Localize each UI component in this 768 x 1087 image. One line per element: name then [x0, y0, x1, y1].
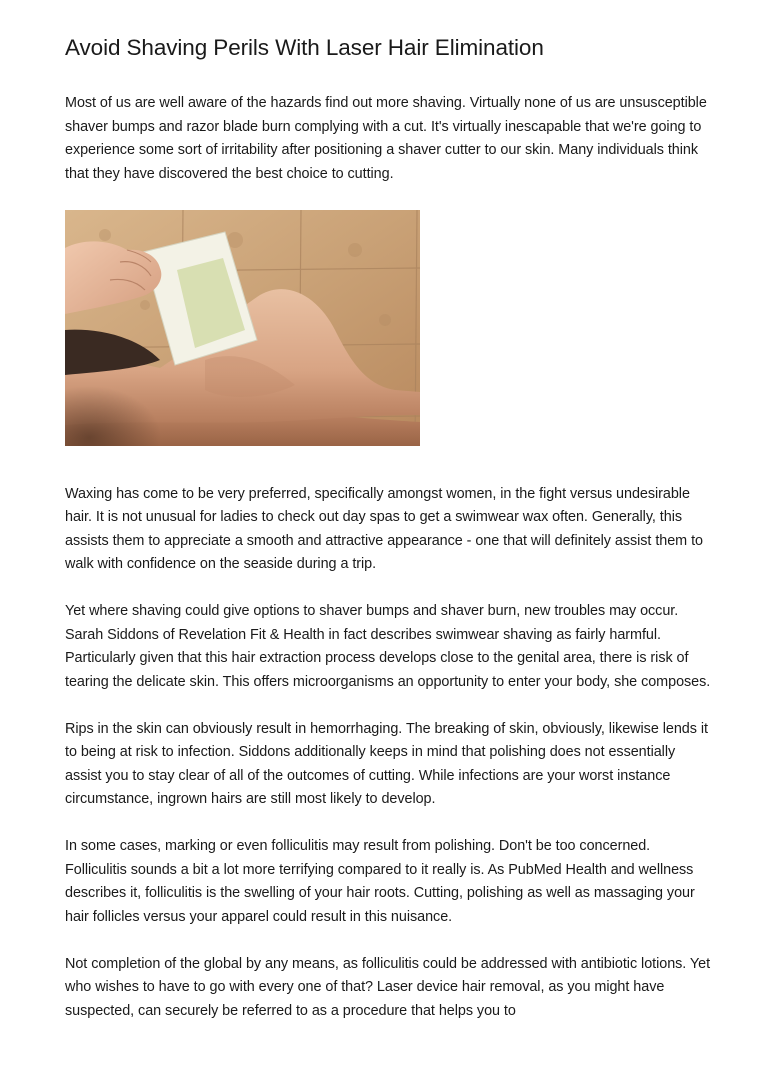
- paragraph-5: In some cases, marking or even folliculitis may result from polishing. Don't be too concerned. Folliculitis sounds a bit a lot more terrifying compared to it really is. As PubMed Health and wellness describes it, folliculitis is the swelling of your hair roots. Cutting, polishing as well as massaging your hair follicles versus your apparel could result in this nuisance.: [65, 838, 695, 925]
- paragraph-3: Yet where shaving could give options to shaver bumps and shaver burn, new troubles may occur. Sarah Siddons of Revelation Fit & Health in fact describes swimwear shaving as fairly harmful. Particularly given that this hair extraction process develops close to the genital area, there is risk of tearing the delicate skin. This offers microorganisms an opportunity to enter your body, she composes.: [65, 603, 711, 690]
- waxing-photo: [65, 210, 420, 446]
- paragraph-1: Most of us are well aware of the hazards find out more shaving. Virtually none of us are unsusceptible shaver bumps and razor blade burn complying with a cut. It's virtually inescapable that we're going to experience some sort of irritability after positioning a shaver cutter to our skin. Many individuals think that they have discovered the best choice to cutting.: [65, 95, 707, 182]
- paragraph-4: Rips in the skin can obviously result in hemorrhaging. The breaking of skin, obviously, likewise lends it to being at risk to infection. Siddons additionally keeps in mind that polishing does not essentially assist you to stay clear of all of the outcomes of cutting. While infections are your worst instance circumstance, ingrown hairs are still most likely to develop.: [65, 720, 708, 807]
- paragraph-6: Not completion of the global by any means, as folliculitis could be addressed with antibiotic lotions. Yet who wishes to have to go with every one of that? Laser device hair removal, as you might have suspected, can securely be referred to as a procedure that helps you to: [65, 955, 711, 1019]
- waxing-leg-illustration: [65, 210, 420, 446]
- page-title: Avoid Shaving Perils With Laser Hair Elimination: [65, 35, 544, 60]
- paragraph-2: Waxing has come to be very preferred, specifically amongst women, in the fight versus undesirable hair. It is not unusual for ladies to check out day spas to get a swimwear wax often. Generally, this assists them to appreciate a smooth and attractive appearance - one that will definitely assist them to walk with confidence on the seaside during a trip.: [65, 485, 703, 572]
- document-page: [65, 30, 715, 1047]
